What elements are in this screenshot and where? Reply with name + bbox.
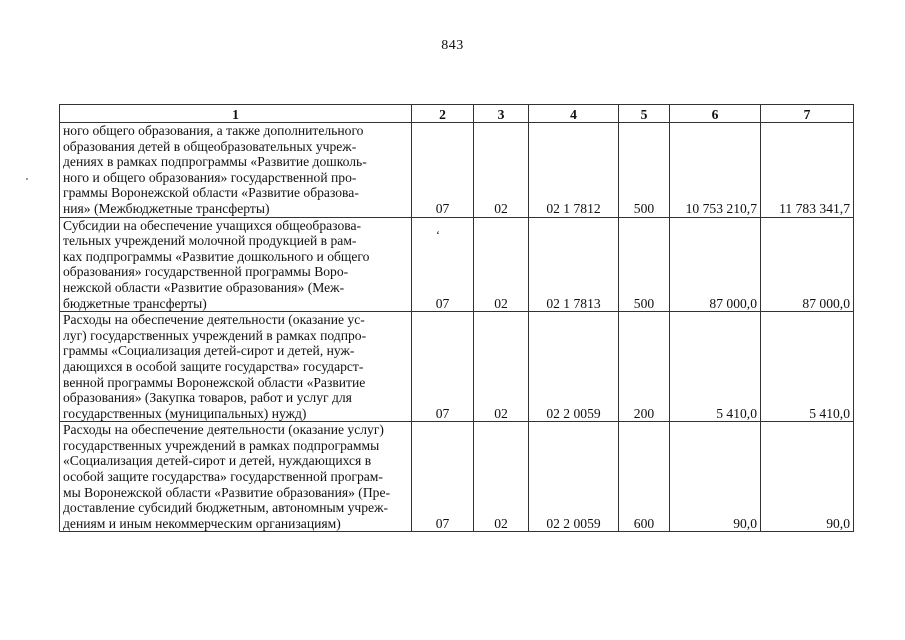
subsection-code: 02 <box>474 422 529 532</box>
column-header-5: 5 <box>619 105 670 123</box>
target-article-code: 02 1 7813 <box>529 217 619 312</box>
subsection-code: 02 <box>474 123 529 218</box>
description-line: граммы Воронежской области «Развитие образова- <box>63 185 359 201</box>
description-line: образования» (Закупка товаров, работ и услуг для <box>63 390 352 406</box>
row-description <box>60 422 412 532</box>
scan-artifact <box>26 178 28 180</box>
table-row <box>60 312 854 422</box>
section-code: 07 <box>412 312 474 422</box>
description-line: государственных (муниципальных) нужд) <box>63 405 307 421</box>
description-line: нежской области «Развитие образования» (Меж- <box>63 279 345 295</box>
expense-type-code: 200 <box>619 312 670 422</box>
description-line: ного и общего образования» государственной про- <box>63 169 357 185</box>
amount-col-7: 90,0 <box>761 422 854 532</box>
amount-col-7: 5 410,0 <box>761 312 854 422</box>
row-description <box>60 312 412 422</box>
table-row <box>60 422 854 532</box>
description-line: бюджетные трансферты) <box>63 295 207 311</box>
scan-mark: ʻ <box>436 228 440 242</box>
section-code: 07 <box>412 217 474 312</box>
subsection-code: 02 <box>474 217 529 312</box>
amount-col-7: 11 783 341,7 <box>761 123 854 218</box>
budget-table <box>59 104 854 532</box>
description-line: дениям и иным некоммерческим организациям) <box>63 515 341 531</box>
description-line: ках подпрограммы «Развитие дошкольного и общего <box>63 248 370 264</box>
subsection-code: 02 <box>474 312 529 422</box>
description-line: тельных учреждений молочной продукцией в рам- <box>63 233 357 249</box>
column-header-6: 6 <box>670 105 761 123</box>
description-line: Расходы на обеспечение деятельности (оказание ус- <box>63 312 365 328</box>
column-header-3: 3 <box>474 105 529 123</box>
description-line: граммы «Социализация детей-сирот и детей, нуж- <box>63 343 355 359</box>
description-line: государственных учреждений в рамках подпрограммы <box>63 437 380 453</box>
amount-col-6: 87 000,0 <box>670 217 761 312</box>
description-line: дениях в рамках подпрограммы «Развитие дошколь- <box>63 154 367 170</box>
target-article-code: 02 2 0059 <box>529 422 619 532</box>
table-row <box>60 217 854 312</box>
row-description <box>60 217 412 312</box>
description-line: дающихся в особой защите государства» государст- <box>63 358 364 374</box>
amount-col-7: 87 000,0 <box>761 217 854 312</box>
description-line: ного общего образования, а также дополнительного <box>63 123 364 138</box>
expense-type-code: 500 <box>619 217 670 312</box>
description-line: ния» (Межбюджетные трансферты) <box>63 200 270 216</box>
column-header-2: 2 <box>412 105 474 123</box>
description-line: образования детей в общеобразовательных учреж- <box>63 138 357 154</box>
section-code: 07 <box>412 123 474 218</box>
page-number: 843 <box>441 38 464 53</box>
description-line: образования» государственной программы Воро- <box>63 264 349 280</box>
expense-type-code: 500 <box>619 123 670 218</box>
description-line: луг) государственных учреждений в рамках подпро- <box>63 327 367 343</box>
amount-col-6: 90,0 <box>670 422 761 532</box>
description-line: Расходы на обеспечение деятельности (оказание услуг) <box>63 422 384 438</box>
target-article-code: 02 1 7812 <box>529 123 619 218</box>
description-line: «Социализация детей-сирот и детей, нуждающихся в <box>63 453 372 469</box>
expense-type-code: 600 <box>619 422 670 532</box>
target-article-code: 02 2 0059 <box>529 312 619 422</box>
section-code: 07 <box>412 422 474 532</box>
amount-col-6: 5 410,0 <box>670 312 761 422</box>
column-header-4: 4 <box>529 105 619 123</box>
table-header-row <box>60 105 854 123</box>
description-line: венной программы Воронежской области «Развитие <box>63 374 366 390</box>
column-header-7: 7 <box>761 105 854 123</box>
row-description <box>60 123 412 218</box>
description-line: Субсидии на обеспечение учащихся общеобразова- <box>63 217 362 233</box>
column-header-1: 1 <box>60 105 412 123</box>
table-row <box>60 123 854 218</box>
amount-col-6: 10 753 210,7 <box>670 123 761 218</box>
description-line: особой защите государства» государственной програм- <box>63 469 383 485</box>
description-line: мы Воронежской области «Развитие образования» (Пре- <box>63 484 391 500</box>
description-line: доставление субсидий бюджетным, автономным учреж- <box>63 500 388 516</box>
